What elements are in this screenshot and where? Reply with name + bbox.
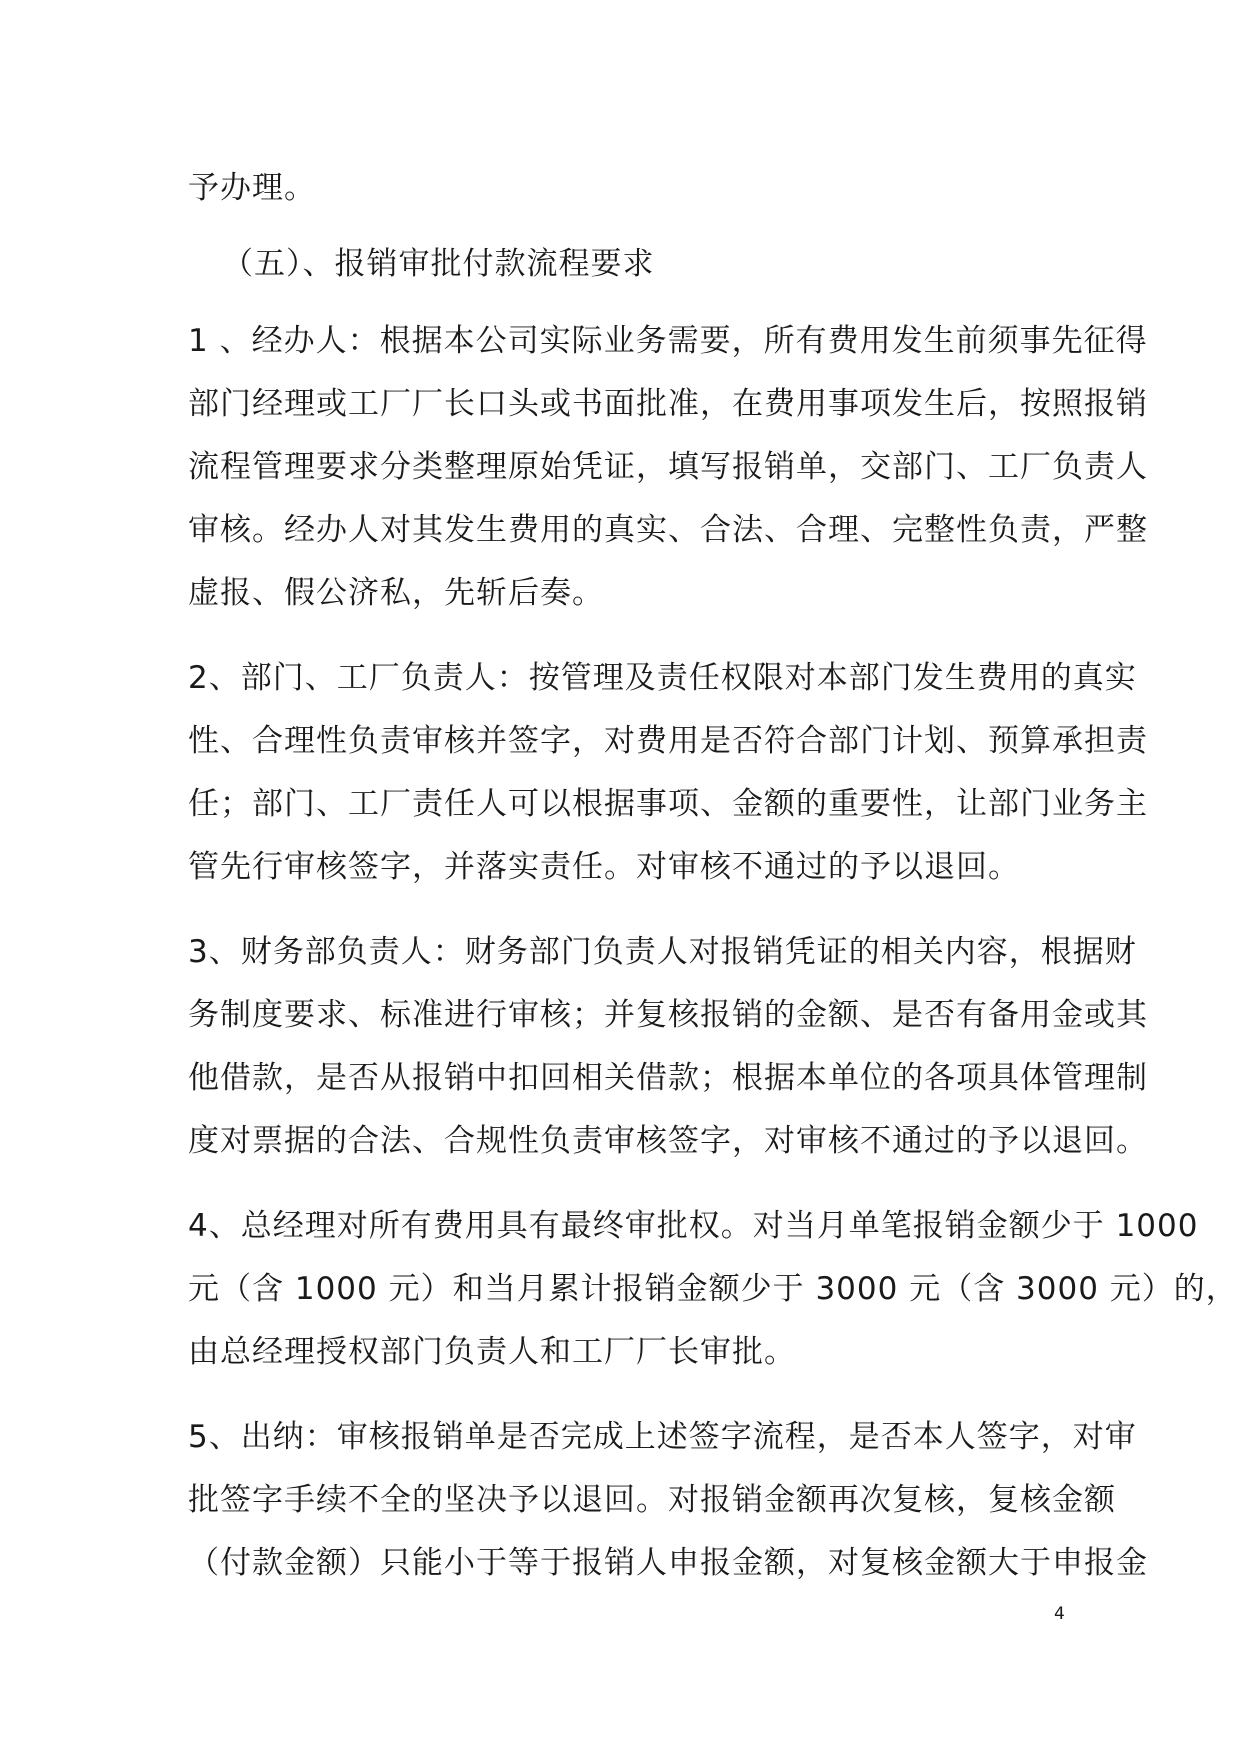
paragraph-5-line-3: （付款金额）只能小于等于报销人申报金额，对复核金额大于申报金 — [188, 1545, 1148, 1581]
paragraph-2-line-3: 任；部门、工厂责任人可以根据事项、金额的重要性，让部门业务主 — [188, 786, 1148, 822]
paragraph-5-line-2: 批签字手续不全的坚决予以退回。对报销金额再次复核，复核金额 — [188, 1482, 1116, 1518]
paragraph-3-line-1: 3、财务部负责人：财务部门负责人对报销凭证的相关内容，根据财 — [188, 934, 1137, 970]
section-heading: （五）、报销审批付款流程要求 — [222, 246, 655, 282]
paragraph-1-line-4: 审核。经办人对其发生费用的真实、合法、合理、完整性负责，严整 — [188, 512, 1148, 548]
paragraph-5-line-1: 5、出纳：审核报销单是否完成上述签字流程，是否本人签字，对审 — [188, 1419, 1137, 1455]
paragraph-3-line-2: 务制度要求、标准进行审核；并复核报销的金额、是否有备用金或其 — [188, 997, 1148, 1033]
paragraph-2-line-1: 2、部门、工厂负责人：按管理及责任权限对本部门发生费用的真实 — [188, 660, 1137, 696]
paragraph-4-line-2: 元（含 1000 元）和当月累计报销金额少于 3000 元（含 3000 元）的， — [188, 1271, 1238, 1307]
paragraph-1-line-1: 1 、经办人：根据本公司实际业务需要，所有费用发生前须事先征得 — [188, 323, 1148, 359]
paragraph-1-line-5: 虚报、假公济私，先斩后奏。 — [188, 575, 604, 611]
paragraph-4-line-1: 4、总经理对所有费用具有最终审批权。对当月单笔报销金额少于 1000 — [188, 1208, 1199, 1244]
page-number: 4 — [1054, 1604, 1065, 1624]
paragraph-4-line-3: 由总经理授权部门负责人和工厂厂长审批。 — [188, 1334, 796, 1370]
paragraph-3-line-3: 他借款，是否从报销中扣回相关借款；根据本单位的各项具体管理制 — [188, 1060, 1148, 1096]
paragraph-2-line-2: 性、合理性负责审核并签字，对费用是否符合部门计划、预算承担责 — [188, 723, 1148, 759]
text-line-continuation: 予办理。 — [188, 170, 316, 206]
paragraph-2-line-4: 管先行审核签字，并落实责任。对审核不通过的予以退回。 — [188, 849, 1020, 885]
paragraph-1-line-2: 部门经理或工厂厂长口头或书面批准，在费用事项发生后，按照报销 — [188, 386, 1148, 422]
paragraph-3-line-4: 度对票据的合法、合规性负责审核签字，对审核不通过的予以退回。 — [188, 1123, 1148, 1159]
paragraph-1-line-3: 流程管理要求分类整理原始凭证，填写报销单，交部门、工厂负责人 — [188, 449, 1148, 485]
